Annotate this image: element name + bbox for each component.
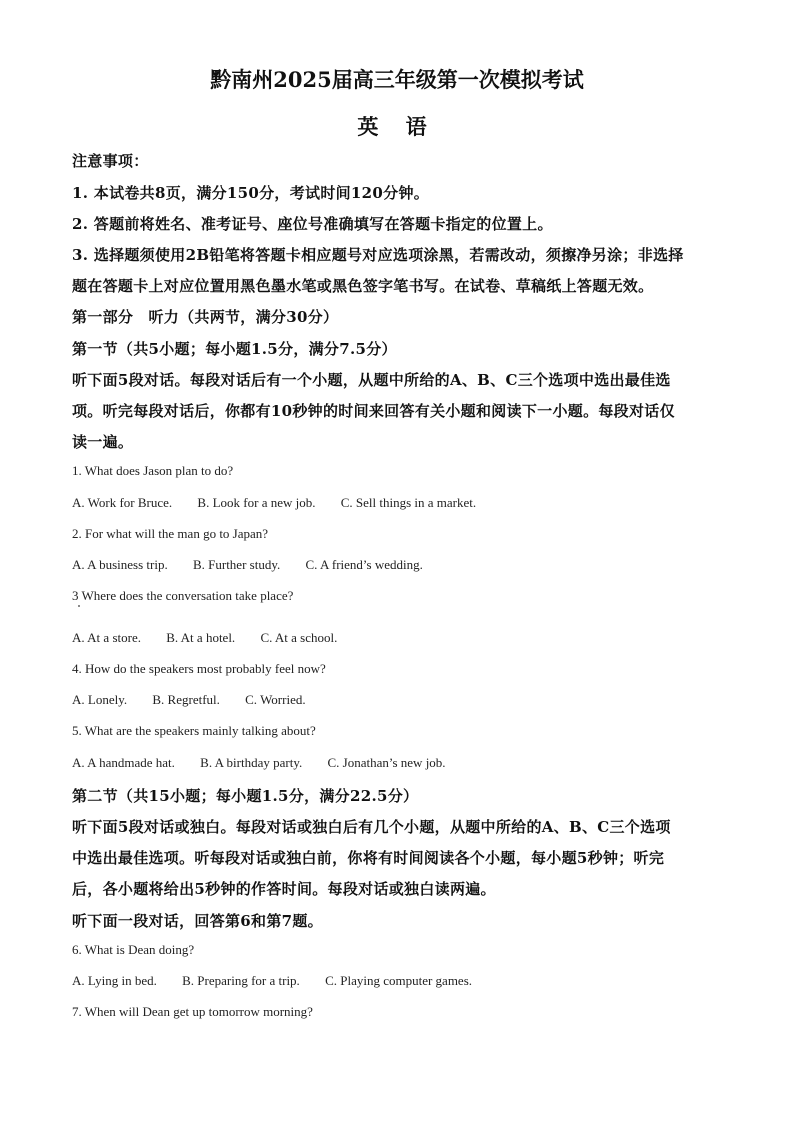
option-b: B. Preparing for a trip.	[182, 973, 300, 988]
option-c: C. Playing computer games.	[325, 973, 473, 988]
option-a: A. At a store.	[72, 630, 141, 645]
question-5-options	[72, 755, 722, 771]
option-c: C. A friend’s wedding.	[305, 557, 423, 572]
question-3: 3 Where does the conversation take place?	[72, 588, 294, 603]
option-a: A. A handmade hat.	[72, 755, 175, 770]
dialogue-intro: 听下面一段对话，回答第6和第7题。	[72, 912, 323, 930]
option-b: B. At a hotel.	[166, 630, 236, 645]
option-a: A. A business trip.	[72, 557, 168, 572]
question-7: 7. When will Dean get up tomorrow morning?	[72, 1004, 313, 1019]
option-c: C. Worried.	[245, 692, 306, 707]
subject-title: 英 语	[357, 114, 437, 139]
notice-heading: 注意事项：	[72, 152, 149, 170]
option-b: B. Regretful.	[152, 692, 220, 707]
notice-item-1: 1. 本试卷共8页，满分150分，考试时间120分钟。	[72, 184, 430, 202]
option-c: C. Sell things in a market.	[340, 495, 477, 510]
option-a: A. Lying in bed.	[72, 973, 157, 988]
part1-heading: 第一部分 听力（共两节，满分30分）	[72, 308, 339, 326]
notice-item-2: 2. 答题前将姓名、准考证号、座位号准确填写在答题卡指定的位置上。	[72, 215, 553, 233]
notice-item-3-cont: 题在答题卡上对应位置用黑色墨水笔或黑色签字笔书写。在试卷、草稿纸上答题无效。	[72, 277, 654, 295]
option-a: A. Lonely.	[72, 692, 128, 707]
section1-instruction-2: 项。听完每段对话后，你都有10秒钟的时间来回答有关小题和阅读下一小题。每段对话仅	[72, 402, 675, 420]
section2-instruction-3: 后，各小题将给出5秒钟的作答时间。每段对话或独白读两遍。	[72, 880, 496, 898]
exam-title: 黔南州2025届高三年级第一次模拟考试	[210, 67, 584, 92]
question-6-options	[72, 973, 722, 989]
question-2: 2. For what will the man go to Japan?	[72, 526, 269, 541]
section1-instruction-1: 听下面5段对话。每段对话后有一个小题，从题中所给的A、B、C三个选项中选出最佳选	[72, 371, 671, 389]
section2-instruction-1: 听下面5段对话或独白。每段对话或独白后有几个小题，从题中所给的A、B、C三个选项	[72, 818, 671, 836]
question-4: 4. How do the speakers most probably feel now?	[72, 661, 326, 676]
option-b: B. A birthday party.	[200, 755, 303, 770]
section1-instruction-3: 读一遍。	[72, 433, 134, 451]
option-b: B. Look for a new job.	[197, 495, 316, 510]
option-b: B. Further study.	[192, 557, 281, 572]
question-4-options	[72, 692, 722, 708]
question-6: 6. What is Dean doing?	[72, 942, 195, 957]
stray-dot-mark	[78, 605, 80, 607]
option-c: C. At a school.	[260, 630, 338, 645]
section2-instruction-2: 中选出最佳选项。听每段对话或独白前，你将有时间阅读各个小题，每小题5秒钟；听完	[72, 849, 665, 867]
section1-heading: 第一节（共5小题；每小题1.5分，满分7.5分）	[72, 340, 397, 358]
option-a: A. Work for Bruce.	[72, 495, 173, 510]
question-5: 5. What are the speakers mainly talking about?	[72, 723, 316, 738]
question-3-options	[72, 630, 722, 646]
question-1: 1. What does Jason plan to do?	[72, 463, 234, 478]
option-c: C. Jonathan’s new job.	[327, 755, 446, 770]
section2-heading: 第二节（共15小题；每小题1.5分，满分22.5分）	[72, 787, 419, 805]
question-1-options	[72, 495, 722, 511]
question-2-options	[72, 557, 722, 573]
notice-item-3: 3. 选择题须使用2B铅笔将答题卡相应题号对应选项涂黑，若需改动，须擦净另涂；非选择	[72, 246, 684, 264]
